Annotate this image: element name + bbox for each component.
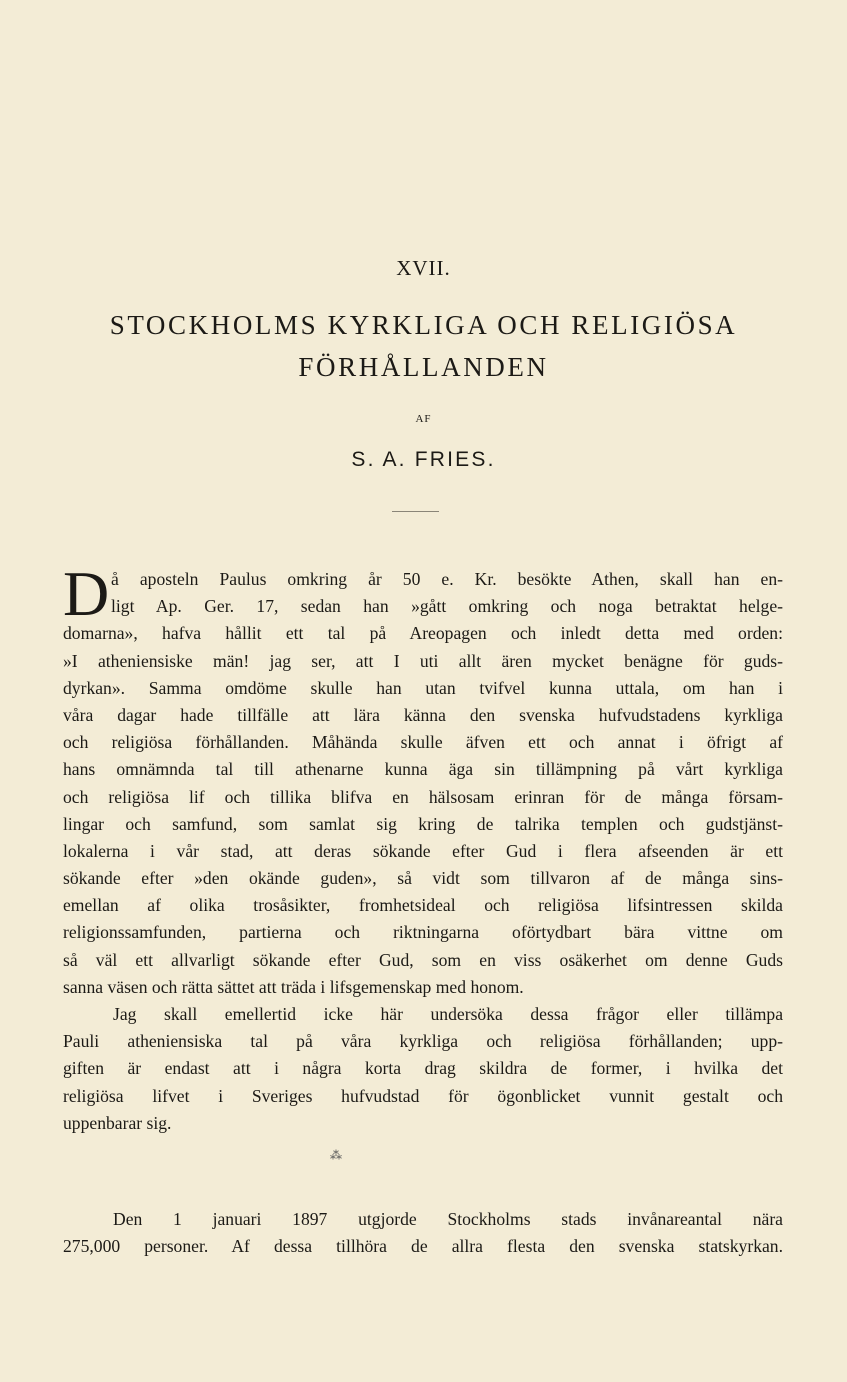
text-line: Den 1 januari 1897 utgjorde Stockholms stads invånareantal nära (113, 1209, 783, 1229)
text-line: »I atheniensiske män! jag ser, att I uti allt ären mycket benägne för guds- (63, 650, 783, 671)
chapter-title-line-1: STOCKHOLMS KYRKLIGA OCH RELIGIÖSA (109, 310, 738, 340)
text-line: våra dagar hade tillfälle att lära känna den svenska hufvudstadens kyrkliga (63, 704, 783, 725)
text-line: uppenbarar sig. (63, 1112, 172, 1133)
text-line: domarna», hafva hållit ett tal på Areopagen och inledt detta med orden: (63, 623, 783, 644)
text-line: religiösa lifvet i Sveriges hufvudstad för ögonblicket vunnit gestalt och (63, 1085, 783, 1106)
text-line: Pauli atheniensiska tal på våra kyrkliga och religiösa förhållanden; upp- (63, 1031, 783, 1052)
chapter-number: XVII. (396, 256, 451, 280)
text-line: så väl ett allvarligt sökande efter Gud, som en viss osäkerhet om denne Guds (63, 949, 783, 970)
text-line: hans omnämnda tal till athenarne kunna äga sin tillämpning på vårt kyrkliga (63, 759, 783, 780)
drop-cap: D (63, 558, 110, 629)
text-line: ligt Ap. Ger. 17, sedan han »gått omkring och noga betraktat helge- (111, 596, 783, 617)
text-line: dyrkan». Samma omdöme skulle han utan tvifvel kunna uttala, om han i (63, 677, 783, 698)
dropcap-lines (63, 558, 783, 629)
paragraph-1 (63, 558, 783, 1137)
text-line: Jag skall emellertid icke här undersöka dessa frågor eller tillämpa (113, 1004, 783, 1024)
text-line: å aposteln Paulus omkring år 50 e. Kr. besökte Athen, skall han en- (111, 569, 783, 589)
byline-af: AF (415, 413, 432, 425)
text-line: sökande efter »den okände guden», så vidt som tillvaron af de många sins- (63, 868, 783, 889)
text-line: 275,000 personer. Af dessa tillhöra de allra flesta den svenska statskyrkan. (63, 1236, 783, 1257)
author-name: S. A. FRIES. (351, 448, 496, 471)
text-line: lingar och samfund, som samlat sig kring de talrika templen och gudstjänst- (63, 813, 783, 834)
title-divider (392, 511, 439, 512)
paragraph-3 (63, 1206, 783, 1260)
asterism-glyph: ⁂ (330, 1148, 342, 1162)
text-line: religionssamfunden, partierna och riktningarna oförtydbart bära vittne om (63, 922, 783, 943)
text-line: och religiösa förhållanden. Måhända skulle äfven ett och annat i öfrigt af (63, 732, 783, 753)
text-line: och religiösa lif och tillika blifva en hälsosam erinran för de många försam- (63, 786, 783, 807)
text-line: emellan af olika trosåsikter, fromhetsideal och religiösa lifsintressen skilda (63, 895, 783, 916)
text-line: giften är endast att i några korta drag skildra de former, i hvilka det (63, 1058, 783, 1079)
chapter-title-line-2: FÖRHÅLLANDEN (298, 352, 549, 382)
text-line: sanna väsen och rätta sättet att träda i lifsgemenskap med honom. (63, 976, 524, 997)
text-line: lokalerna i vår stad, att deras sökande efter Gud i flera afseenden är ett (63, 840, 783, 861)
asterism-separator (330, 1148, 342, 1163)
